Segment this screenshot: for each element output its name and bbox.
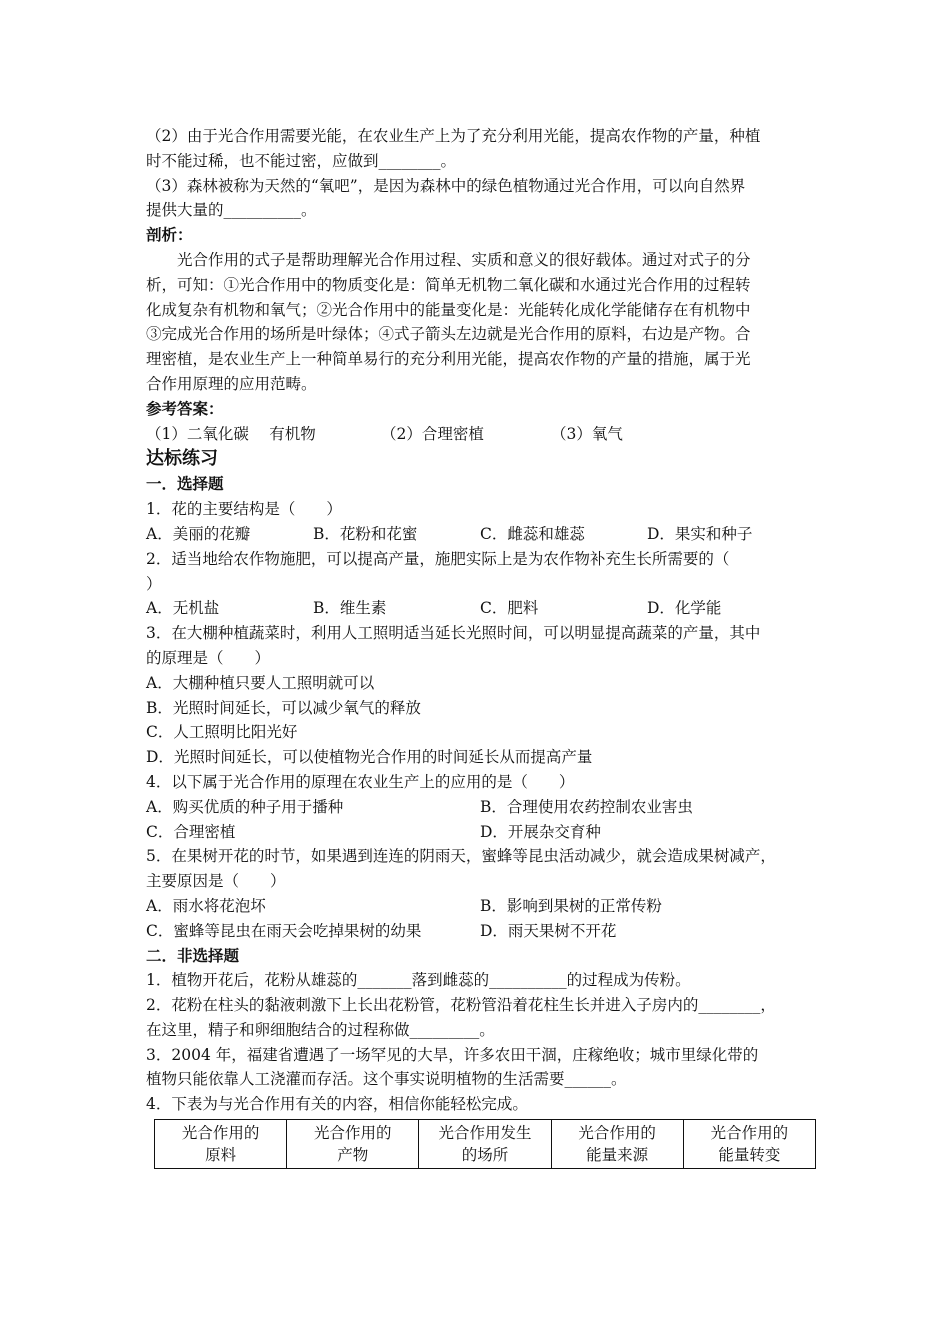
question-stem: 主要原因是（ ） bbox=[146, 872, 286, 891]
table-header-cell bbox=[683, 1120, 815, 1169]
options-row bbox=[146, 820, 816, 845]
question-stem: 4．以下属于光合作用的原理在农业生产上的应用的是（ ） bbox=[146, 772, 575, 791]
question-stem: 的原理是（ ） bbox=[146, 648, 271, 667]
question-stem: 5．在果树开花的时节，如果遇到连连的阴雨天，蜜蜂等昆虫活动减少，就会造成果树减产， bbox=[146, 847, 776, 866]
analysis-line: 合作用原理的应用范畴。 bbox=[146, 374, 317, 393]
table-header-cell bbox=[419, 1120, 551, 1169]
question-stem: 3．在大棚种植蔬菜时，利用人工照明适当延长光照时间，可以明显提高蔬菜的产量，其中 bbox=[146, 624, 761, 643]
option: B．影响到果树的正常传粉 bbox=[480, 896, 662, 915]
answer-item: （1）二氧化碳 有机物 bbox=[146, 424, 316, 443]
analysis-heading: 剖析： bbox=[146, 225, 193, 245]
cell-line: 的场所 bbox=[461, 1146, 509, 1165]
analysis-line: 化成复杂有机物和氧气；②光合作用中的能量变化是：光能转化成化学能储存在有机物中 bbox=[146, 300, 751, 319]
question-stem: 3．2004 年，福建省遭遇了一场罕见的大旱，许多农田干涸，庄稼绝收；城市里绿化带的 bbox=[146, 1045, 759, 1064]
option: B．花粉和花蜜 bbox=[313, 524, 418, 543]
cell-line: 光合作用的 bbox=[181, 1124, 260, 1143]
answers-row bbox=[146, 422, 816, 447]
cell-line: 光合作用的 bbox=[578, 1124, 656, 1143]
question-stem: 1．花的主要结构是（ ） bbox=[146, 500, 342, 519]
photosynthesis-table bbox=[154, 1119, 816, 1169]
question-stem: 在这里，精子和卵细胞结合的过程称做_________。 bbox=[146, 1020, 495, 1039]
practice-title: 达标练习 bbox=[146, 448, 218, 470]
option: C．肥料 bbox=[480, 599, 539, 618]
options-row bbox=[146, 596, 816, 621]
option: A．购买优质的种子用于播种 bbox=[146, 797, 344, 816]
cell-line: 能量来源 bbox=[586, 1146, 649, 1165]
analysis-line: 析，可知：①光合作用中的物质变化是：简单无机物二氧化碳和水通过光合作用的过程转 bbox=[146, 275, 751, 294]
option: A．大棚种植只要人工照明就可以 bbox=[146, 673, 375, 692]
analysis-line: ③完成光合作用的场所是叶绿体；④式子箭头左边就是光合作用的原料，右边是产物。合 bbox=[146, 325, 751, 344]
option: C．合理密植 bbox=[146, 822, 236, 841]
option: C．蜜蜂等昆虫在雨天会吃掉果树的幼果 bbox=[146, 921, 422, 940]
option: B．维生素 bbox=[313, 599, 387, 618]
answer-item: （2）合理密植 bbox=[381, 424, 484, 443]
options-row bbox=[146, 919, 816, 944]
options-row bbox=[146, 894, 816, 919]
option: C．雌蕊和雄蕊 bbox=[480, 524, 585, 543]
options-row bbox=[146, 795, 816, 820]
analysis-line: 理密植，是农业生产上一种简单易行的充分利用光能，提高农作物的产量的措施，属于光 bbox=[146, 350, 751, 369]
cell-line: 产物 bbox=[337, 1146, 369, 1165]
table-header-cell bbox=[155, 1120, 287, 1169]
cell-line: 光合作用发生 bbox=[438, 1124, 532, 1143]
question-stem: 2．花粉在柱头的黏液刺激下上长出花粉管，花粉管沿着花柱生长并进入子房内的________， bbox=[146, 996, 776, 1015]
section-heading: 二．非选择题 bbox=[146, 945, 240, 965]
cell-line: 原料 bbox=[205, 1146, 237, 1165]
question-stem: 4．下表为与光合作用有关的内容，相信你能轻松完成。 bbox=[146, 1095, 528, 1114]
option: A．无机盐 bbox=[146, 599, 220, 618]
intro-line: 时不能过稀，也不能过密，应做到________。 bbox=[146, 151, 457, 170]
intro-line: （2）由于光合作用需要光能，在农业生产上为了充分利用光能，提高农作物的产量，种植 bbox=[146, 127, 761, 145]
document-page bbox=[146, 124, 816, 1169]
option: D．化学能 bbox=[647, 599, 722, 618]
option: B．合理使用农药控制农业害虫 bbox=[480, 797, 693, 816]
option: D．果实和种子 bbox=[647, 524, 753, 543]
question-stem: 2．适当地给农作物施肥，可以提高产量，施肥实际上是为农作物补充生长所需要的（ bbox=[146, 549, 730, 568]
option: D．雨天果树不开花 bbox=[480, 921, 617, 940]
cell-line: 能量转变 bbox=[718, 1146, 781, 1165]
cell-line: 光合作用的 bbox=[314, 1124, 392, 1143]
analysis-line: 光合作用的式子是帮助理解光合作用过程、实质和意义的很好载体。通过对式子的分 bbox=[177, 250, 751, 269]
question-stem: ） bbox=[146, 574, 162, 593]
option: A．美丽的花瓣 bbox=[146, 524, 251, 543]
question-stem: 1．植物开花后，花粉从雄蕊的_______落到雌蕊的__________的过程成为传粉。 bbox=[146, 971, 691, 990]
cell-line: 光合作用的 bbox=[710, 1124, 789, 1143]
answers-heading: 参考答案： bbox=[146, 398, 224, 418]
option: C．人工照明比阳光好 bbox=[146, 723, 298, 742]
section-heading: 一．选择题 bbox=[146, 474, 224, 494]
option: A．雨水将花泡坏 bbox=[146, 896, 266, 915]
question-stem: 植物只能依靠人工浇灌而存活。这个事实说明植物的生活需要______。 bbox=[146, 1070, 627, 1089]
option: B．光照时间延长，可以减少氧气的释放 bbox=[146, 698, 421, 717]
table-header-cell bbox=[287, 1120, 419, 1169]
options-row bbox=[146, 522, 816, 547]
intro-line: 提供大量的__________。 bbox=[146, 201, 317, 220]
answer-item: （3）氧气 bbox=[551, 424, 623, 443]
option: D．光照时间延长，可以使植物光合作用的时间延长从而提高产量 bbox=[146, 748, 593, 767]
table-row bbox=[155, 1120, 816, 1169]
option: D．开展杂交育种 bbox=[480, 822, 601, 841]
table-header-cell bbox=[551, 1120, 683, 1169]
intro-line: （3）森林被称为天然的“氧吧”，是因为森林中的绿色植物通过光合作用，可以向自然界 bbox=[146, 176, 746, 195]
